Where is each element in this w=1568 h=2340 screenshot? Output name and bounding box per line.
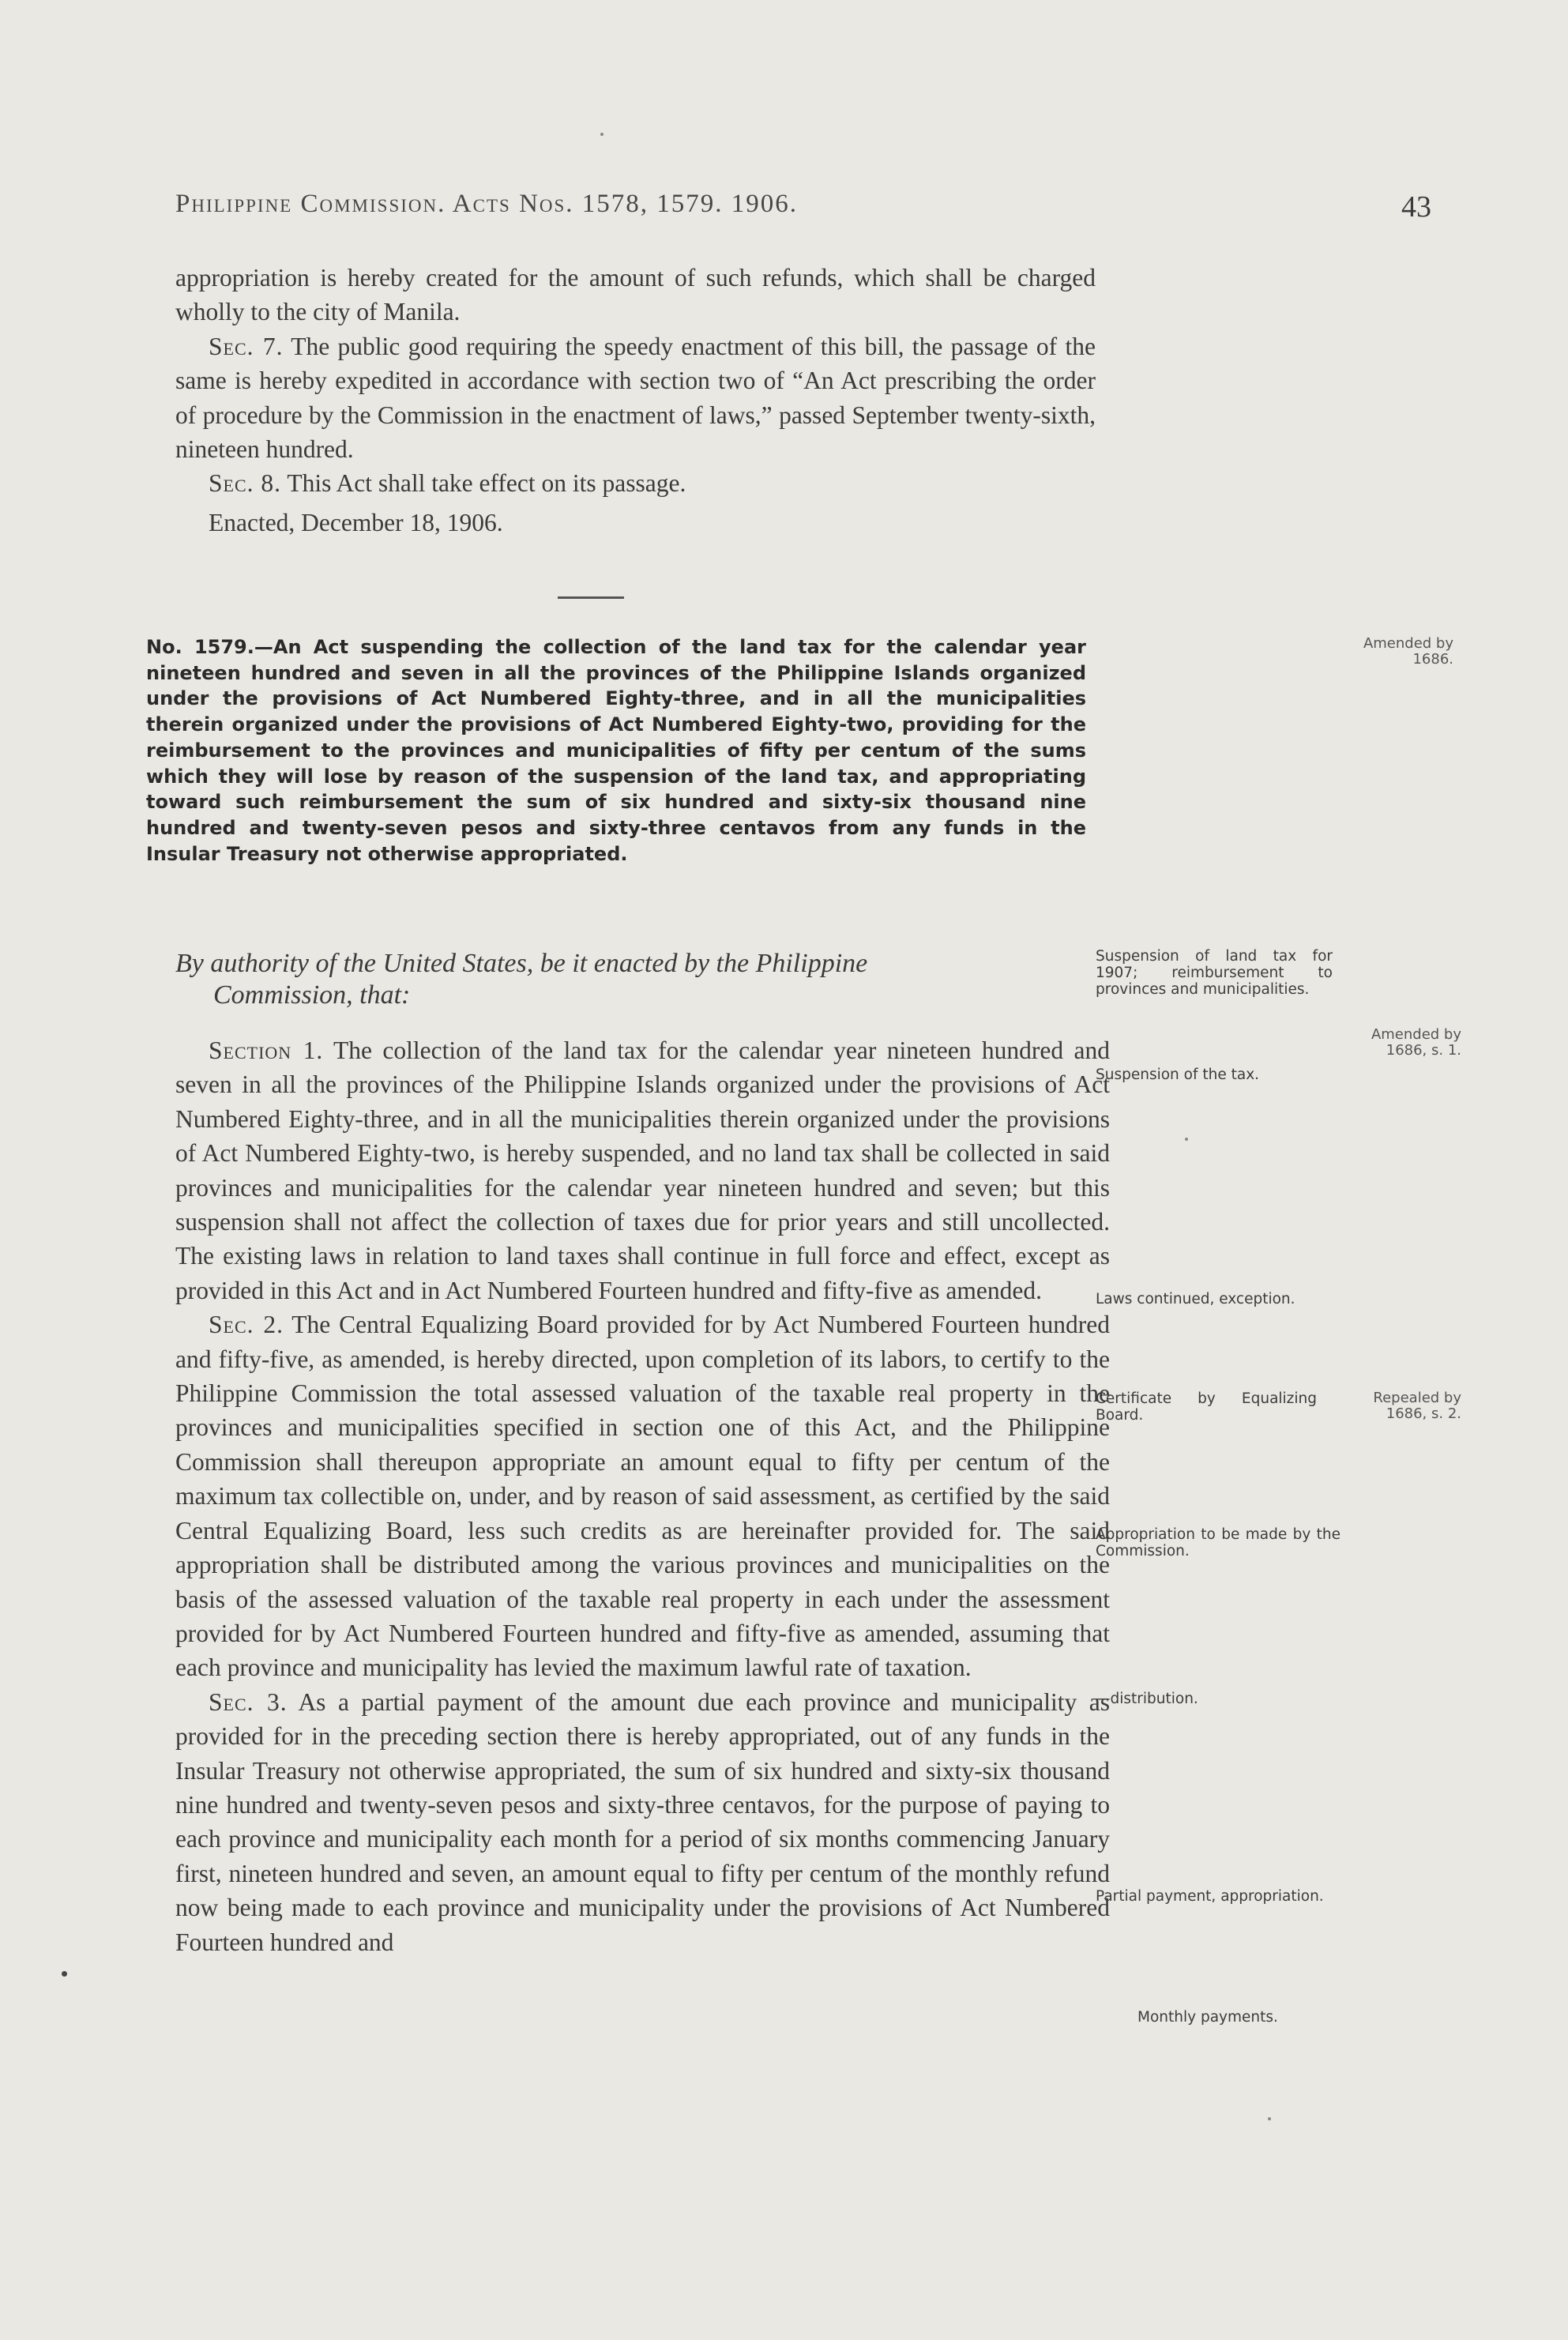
paper-speck bbox=[1268, 2117, 1271, 2120]
act-1579-title bbox=[146, 634, 1086, 867]
margin-note-certificate-board: Certificate by Equalizing Board. bbox=[1096, 1390, 1317, 1424]
margin-note-laws-continued: Laws continued, exception. bbox=[1096, 1291, 1295, 1307]
section-1 bbox=[175, 1033, 1110, 1307]
enacting-clause bbox=[175, 948, 1107, 1011]
margin-note-repealed-1686-s2: Repealed by 1686, s. 2. bbox=[1373, 1390, 1461, 1422]
section-8 bbox=[175, 466, 1096, 500]
margin-note-appropriation-commission: Appropriation to be made by the Commission. bbox=[1096, 1526, 1341, 1559]
section-2-label: Sec. 2. bbox=[209, 1311, 284, 1339]
section-1-label: Section 1. bbox=[209, 1036, 324, 1064]
act-title: —An Act suspending the collection of the land tax for the calendar year nineteen hundred and seven in all the provinces of the Philippine Islands organized under the provisions of Act Numbered Eighty-three, and in all the municipalities therein organized under the provisions of Act Numbered Eighty-two, providing for the reimbursement to the provinces and municipalities of fifty per centum of the sums which they will lose by reason of the suspension of the land tax, and appropriating toward such reimbursement the sum of six hundred and sixty-six thousand nine hundred and twenty-seven pesos and sixty-three centavos from any funds in the Insular Treasury not otherwise appropriated. bbox=[146, 636, 1086, 865]
section-1-text: The collection of the land tax for the calendar year nineteen hundred and seven in all the provinces of the Philippine Islands organized under the provisions of Act Numbered Eighty-three, and in all the municipalities therein organized under the provisions of Act Numbered Eighty-two, is hereby suspended, and no land tax shall be collected in said provinces and municipalities for the calendar year nineteen hundred and seven; but this suspension shall not affect the collection of taxes due for prior years and still uncollected. The existing laws in relation to land taxes shall continue in full force and effect, except as provided in this Act and in Act Numbered Fourteen hundred and fifty-five as amended. bbox=[175, 1036, 1111, 1304]
enacted-date: Enacted, December 18, 1906. bbox=[209, 508, 503, 536]
section-3-text: As a partial payment of the amount due each province and municipality as provided for in the preceding section there is hereby appropriated, out of any funds in the Insular Treasury not otherwise appropriated, the sum of six hundred and sixty-six thousand nine hundred and twenty-seven pesos and sixty-three centavos, for the purpose of paying to each province and municipality each month for a period of six months commencing January first, nineteen hundred and seven, an amount equal to fifty per centum of the monthly refund now being made to each province and municipality under the provisions of Act Numbered Fourteen hundred and bbox=[175, 1687, 1110, 1956]
margin-note-suspension-of-tax: Suspension of the tax. bbox=[1096, 1067, 1260, 1083]
margin-note-partial-payment: Partial payment, appropriation. bbox=[1096, 1888, 1324, 1905]
act-number: No. 1579. bbox=[146, 636, 254, 658]
paper-speck bbox=[600, 133, 604, 136]
header-title: Philippine Commission. Acts Nos. 1578, 1579. 1906. bbox=[175, 190, 799, 218]
paragraph-refunds: appropriation is hereby created for the amount of such refunds, which shall be charged wholly to the city of Manila. bbox=[175, 264, 1096, 326]
section-2-text: The Central Equalizing Board provided for by Act Numbered Fourteen hundred and fifty-five, as amended, is hereby directed, upon completion of its labors, to certify to the Philippine Commission the total assessed valuation of the taxable real property in the provinces and municipalities specified in section one of this Act, and the Philippine Commission shall thereupon appropriate an amount equal to fifty per centum of the maximum tax collectible on, under, and by reason of said assessment, as certified by the said Central Equalizing Board, less such credits as are hereinafter provided for. The said appropriation shall be distributed among the various provinces and municipalities on the basis of the assessed valuation of the taxable real property in each under the assessment provided for by Act Numbered Fourteen hundred and fifty-five as amended, assuming that each province and municipality has levied the maximum lawful rate of taxation. bbox=[175, 1311, 1110, 1682]
section-3-label: Sec. 3. bbox=[209, 1687, 288, 1716]
margin-note-monthly-payments: Monthly payments. bbox=[1137, 2009, 1278, 2026]
act-1578-tail bbox=[175, 261, 1096, 540]
enacting-line-1: By authority of the United States, be it enacted by the Philippine bbox=[175, 949, 868, 978]
section-3 bbox=[175, 1685, 1110, 1959]
section-7-label: Sec. 7. bbox=[209, 332, 284, 360]
paper-speck bbox=[62, 1971, 67, 1977]
section-divider bbox=[558, 596, 624, 599]
section-7 bbox=[175, 329, 1096, 467]
enacting-line-2: Commission, that: bbox=[213, 980, 411, 1010]
running-header bbox=[175, 190, 1431, 229]
section-8-label: Sec. 8. bbox=[209, 469, 282, 498]
page-number: 43 bbox=[1401, 190, 1431, 224]
act-1579-body bbox=[175, 1033, 1110, 1959]
margin-note-suspension-reimbursement: Suspension of land tax for 1907; reimbursement to provinces and municipalities. bbox=[1096, 948, 1333, 998]
margin-note-amended-1686-s1: Amended by 1686, s. 1. bbox=[1371, 1026, 1461, 1059]
section-8-text: This Act shall take effect on its passage. bbox=[287, 469, 686, 498]
section-7-text: The public good requiring the speedy enactment of this bill, the passage of the same is hereby expedited in accordance with section two of “An Act prescribing the order of procedure by the Commission in the enactment of laws,” passed September twenty-sixth, nineteen hundred. bbox=[175, 332, 1096, 464]
paper-speck bbox=[1185, 1138, 1188, 1141]
section-2 bbox=[175, 1307, 1110, 1684]
margin-note-distribution: —distribution. bbox=[1096, 1691, 1198, 1707]
margin-note-amended-1686: Amended by 1686. bbox=[1363, 635, 1453, 668]
